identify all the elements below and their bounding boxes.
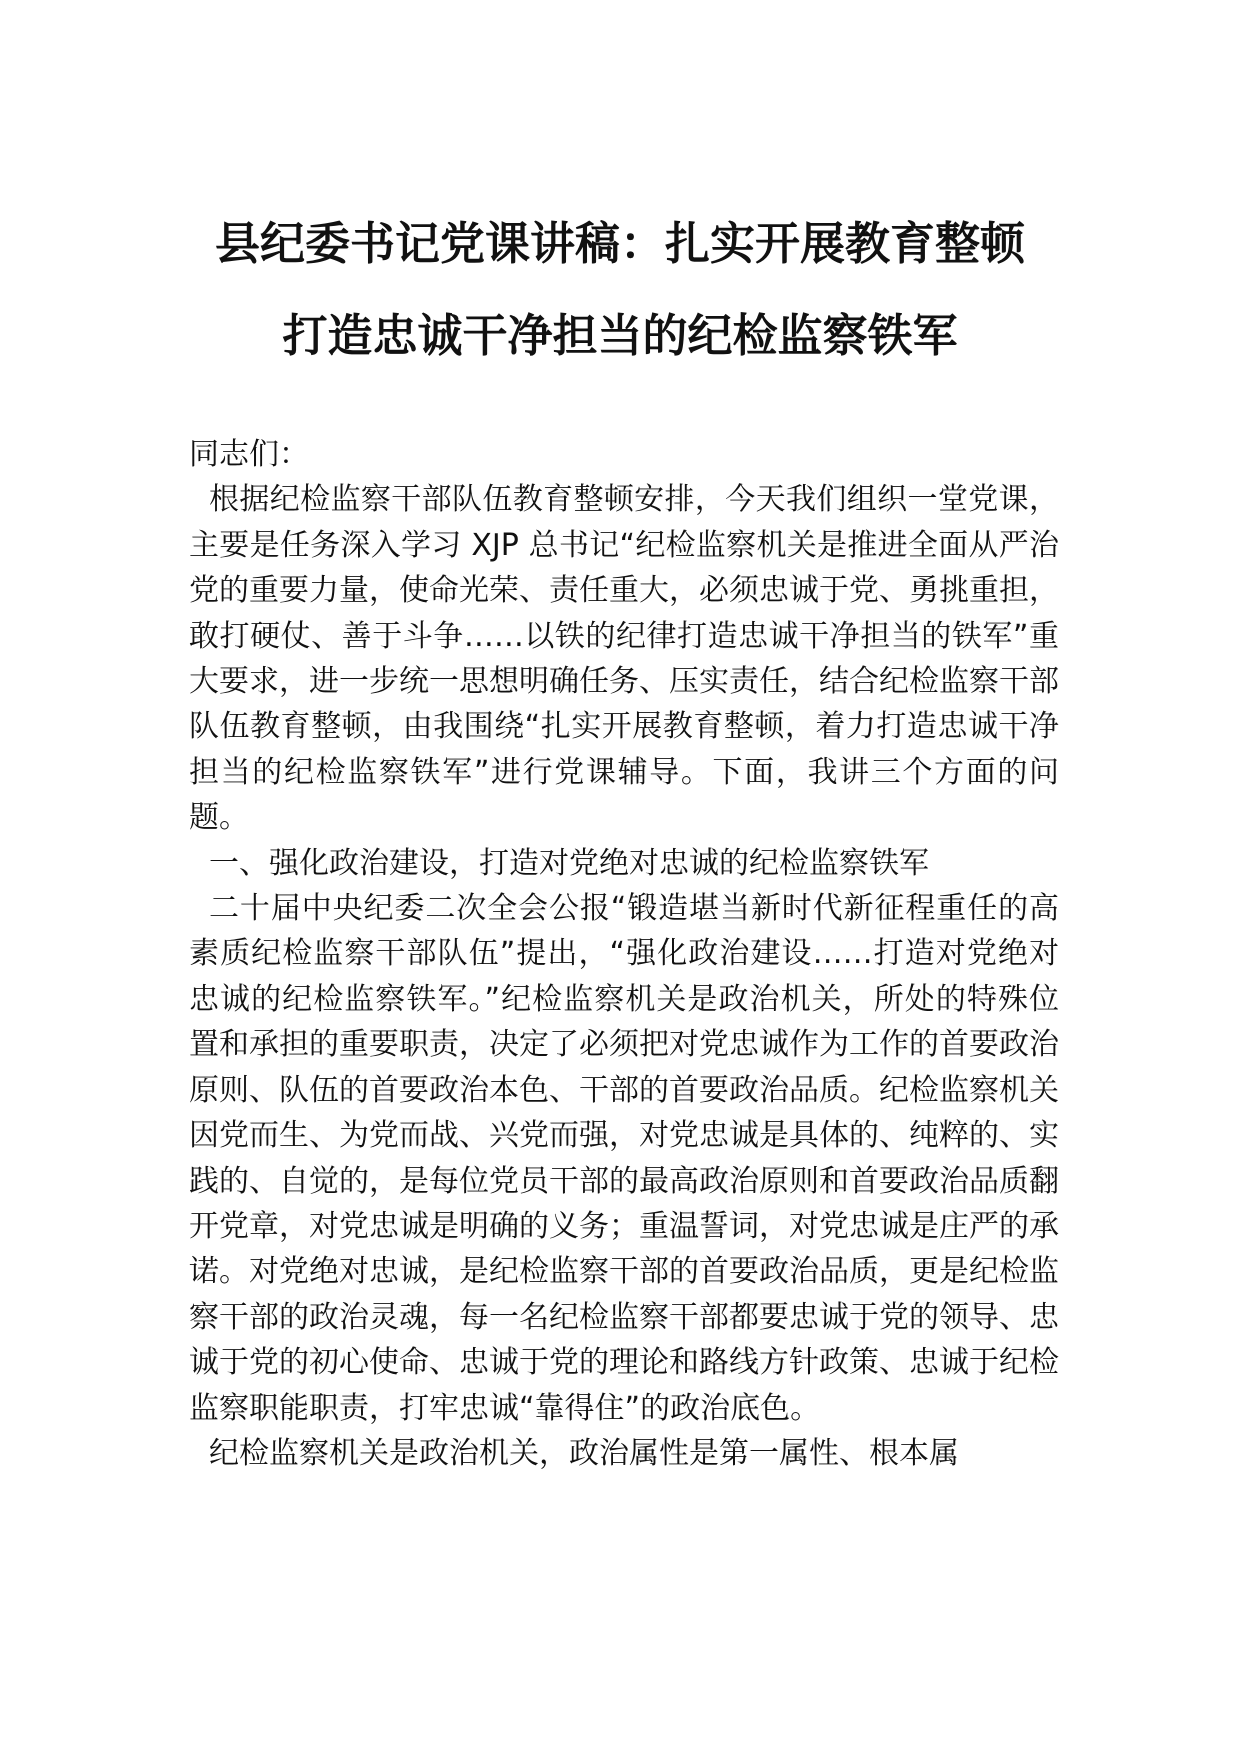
salutation: 同志们： bbox=[189, 437, 309, 472]
paragraph-political-loyalty: 二十届中央纪委二次全会公报“锻造堪当新时代新征程重任的高素质纪检监察干部队伍”提出，“强化政治建设……打造对党绝对忠诚的纪检监察铁军。”纪检监察机关是政治机关，所处的特殊位置和承担的重要职责，决定了必须把对党忠诚作为工作的首要政治原则、队伍的首要政治本色、干部的首要政治品质。纪检监察机关因党而生、为党而战、兴党而强，对党忠诚是具体的、纯粹的、实践的、自觉的，是每位党员干部的最高政治原则和首要政治品质翻开党章，对党忠诚是明确的义务；重温誓词，对党忠诚是庄严的承诺。对党绝对忠诚，是纪检监察干部的首要政治品质，更是纪检监察干部的政治灵魂，每一名纪检监察干部都要忠诚于党的领导、忠诚于党的初心使命、忠诚于党的理论和路线方针政策、忠诚于纪检监察职能职责，打牢忠诚“靠得住”的政治底色。 bbox=[189, 891, 1059, 1426]
paragraph-introduction: 根据纪检监察干部队伍教育整顿安排，今天我们组织一堂党课，主要是任务深入学习 XJP 总书记“纪检监察机关是推进全面从严治党的重要力量，使命光荣、责任重大，必须忠诚于党、勇挑重担，敢打硬仗、善于斗争……以铁的纪律打造忠诚干净担当的铁军”重大要求，进一步统一思想明确任务、压实责任，结合纪检监察干部队伍教育整顿，由我围绕“扎实开展教育整顿，着力打造忠诚干净担当的纪检监察铁军”进行党课辅导。下面，我讲三个方面的问题。 bbox=[189, 482, 1059, 836]
paragraph-political-organ: 纪检监察机关是政治机关，政治属性是第一属性、根本属 bbox=[209, 1435, 959, 1471]
section-heading-1: 一、强化政治建设，打造对党绝对忠诚的纪检监察铁军 bbox=[209, 845, 929, 881]
document-title-line-1: 县纪委书记党课讲稿：扎实开展教育整顿 bbox=[214, 217, 1025, 270]
document-body bbox=[189, 432, 1059, 1476]
document-title-line-2: 打造忠诚干净担当的纪检监察铁军 bbox=[282, 309, 958, 362]
